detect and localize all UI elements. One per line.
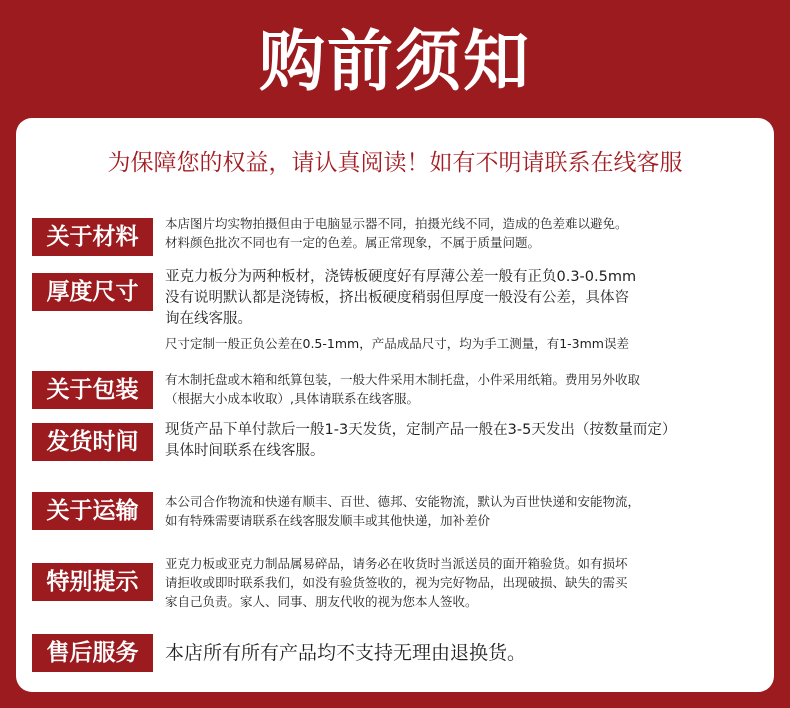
notice-text: 为保障您的权益，请认真阅读！如有不明请联系在线客服 bbox=[107, 150, 683, 176]
section-tag: 厚度尺寸 bbox=[32, 273, 153, 311]
body-line: 尺寸定制一般正负公差在0.5-1mm，产品成品尺寸，均为手工测量，有1-3mm误差 bbox=[165, 336, 629, 351]
body-line: 本店图片均实物拍摄但由于电脑显示器不同，拍摄光线不同，造成的色差难以避免。 bbox=[165, 216, 628, 231]
section-body bbox=[165, 420, 765, 462]
body-line: 具体时间联系在线客服。 bbox=[165, 443, 325, 459]
section-tag: 特别提示 bbox=[32, 563, 153, 601]
body-line: 有木制托盘或木箱和纸算包装，一般大件采用木制托盘，小件采用纸箱。费用另外收取 bbox=[165, 372, 641, 387]
body-line: 现货产品下单付款后一般1-3天发货，定制产品一般在3-5天发出（按数量而定） bbox=[165, 422, 677, 438]
body-line: （根据大小成本收取）,具体请联系在线客服。 bbox=[165, 391, 419, 406]
body-line: 本店所有所有产品均不支持无理由退换货。 bbox=[165, 642, 527, 664]
section-tag: 关于材料 bbox=[32, 218, 153, 256]
section-body bbox=[165, 370, 765, 408]
body-line: 询在线客服。 bbox=[165, 311, 252, 327]
section-body bbox=[165, 554, 765, 611]
section-tag: 售后服务 bbox=[32, 634, 153, 672]
body-line: 没有说明默认都是浇铸板，挤出板硬度稍弱但厚度一般没有公差，具体咨 bbox=[165, 290, 629, 306]
section-body bbox=[165, 640, 765, 666]
section-tag: 发货时间 bbox=[32, 423, 153, 461]
section-body bbox=[165, 214, 765, 252]
page-title: 购前须知 bbox=[259, 23, 531, 100]
body-line: 亚克力板或亚克力制品属易碎品，请务必在收货时当派送员的面开箱验货。如有损坏 bbox=[165, 556, 628, 571]
body-line: 材料颜色批次不同也有一定的色差。属正常现象，不属于质量问题。 bbox=[165, 235, 541, 250]
body-line: 本公司合作物流和快递有顺丰、百世、德邦、安能物流，默认为百世快递和安能物流， bbox=[165, 494, 641, 509]
body-line: 家自己负责。家人、同事、朋友代收的视为您本人签收。 bbox=[165, 594, 478, 609]
body-line: 亚克力板分为两种板材，浇铸板硬度好有厚薄公差一般有正负0.3-0.5mm bbox=[165, 269, 637, 285]
info-card bbox=[16, 118, 774, 692]
body-line: 请拒收或即时联系我们，如没有验货签收的，视为完好物品，出现破损、缺失的需买 bbox=[165, 575, 628, 590]
section-tag: 关于包装 bbox=[32, 371, 153, 409]
section-body bbox=[165, 267, 765, 353]
section-body bbox=[165, 492, 765, 530]
section-tag: 关于运输 bbox=[32, 492, 153, 530]
body-line: 如有特殊需要请联系在线客服发顺丰或其他快递，加补差价 bbox=[165, 513, 491, 528]
